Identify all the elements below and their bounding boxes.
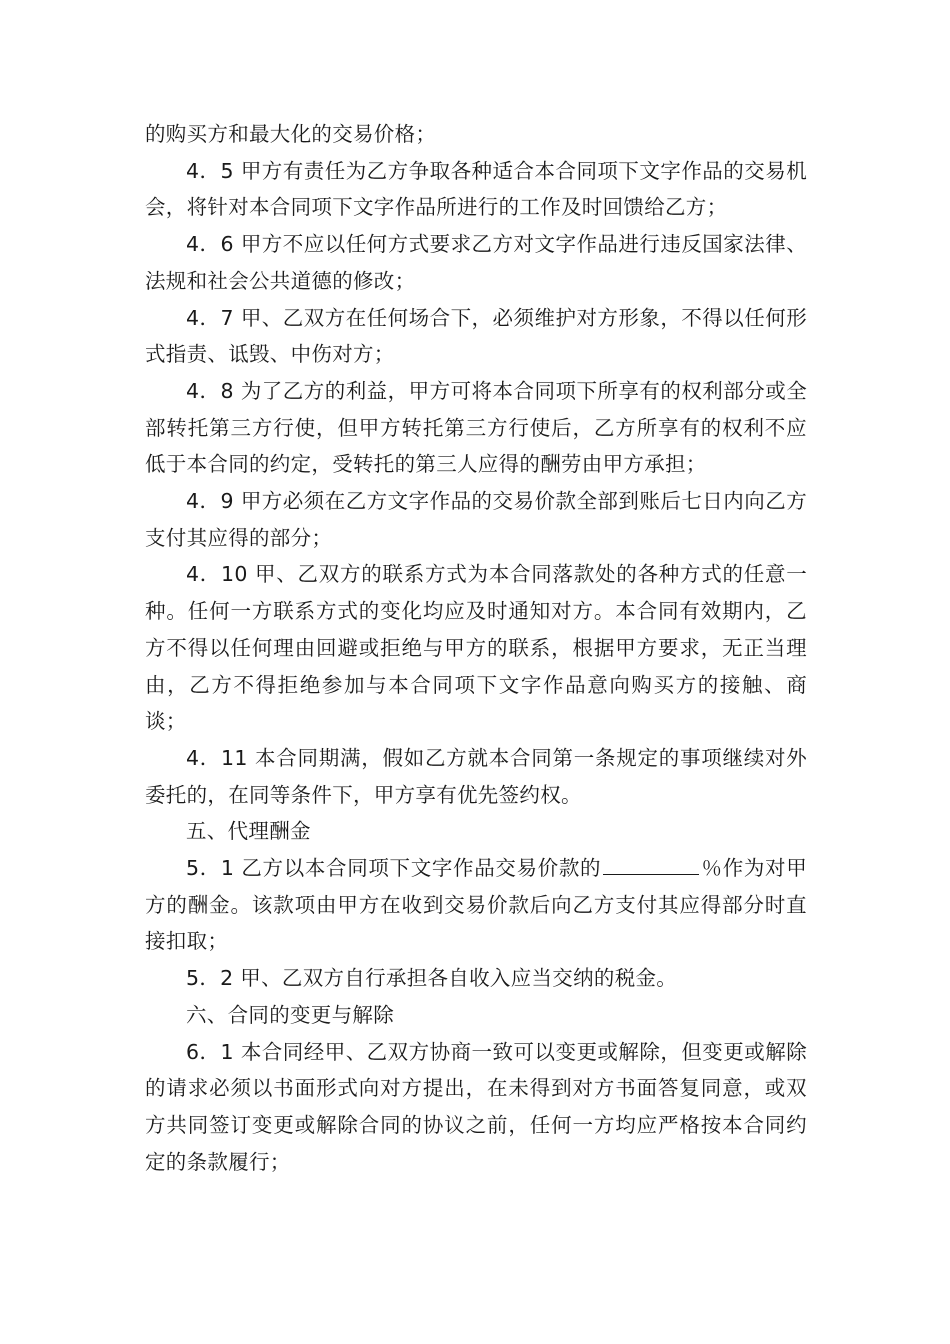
clause-4-9: 4．9 甲方必须在乙方文字作品的交易价款全部到账后七日内向乙方支付其应得的部分； <box>145 489 807 550</box>
document-body <box>145 116 807 1180</box>
section-heading-6: 六、合同的变更与解除 <box>186 1002 394 1027</box>
paragraph-continuation: 的购买方和最大化的交易价格； <box>145 122 437 146</box>
clause-4-10: 4．10 甲、乙双方的联系方式为本合同落款处的各种方式的任意一种。任何一方联系方式的变化均应及时通知对方。本合同有效期内，乙方不得以任何理由回避或拒绝与甲方的联系，根据甲方要求，无正当理由，乙方不得拒绝参加与本合同项下文字作品意向购买方的接触、商谈； <box>145 562 807 734</box>
clause-4-6: 4．6 甲方不应以任何方式要求乙方对文字作品进行违反国家法律、法规和社会公共道德的修改； <box>145 232 807 293</box>
clause-4-11: 4．11 本合同期满，假如乙方就本合同第一条规定的事项继续对外委托的，在同等条件下，甲方享有优先签约权。 <box>145 745 807 807</box>
clause-4-8: 4．8 为了乙方的利益，甲方可将本合同项下所享有的权利部分或全部转托第三方行使，但甲方转托第三方行使后，乙方所享有的权利不应低于本合同的约定，受转托的第三人应得的酬劳由甲方承担； <box>145 378 807 477</box>
clause-5-1 <box>145 850 807 960</box>
clause-5-1-after: ％作为对甲方的酬金。该款项由甲方在收到交易价款后向乙方支付其应得部分时直接扣取； <box>145 856 808 954</box>
clause-5-1-before: 5．1 乙方以本合同项下文字作品交易价款的 <box>186 856 602 881</box>
clause-6-1: 6．1 本合同经甲、乙双方协商一致可以变更或解除，但变更或解除的请求必须以书面形式向对方提出，在未得到对方书面答复同意，或双方共同签订变更或解除合同的协议之前，任何一方均应严格按本合同约定的条款履行； <box>145 1039 807 1174</box>
clause-5-2: 5．2 甲、乙双方自行承担各自收入应当交纳的税金。 <box>186 966 678 991</box>
fill-in-blank <box>603 852 699 875</box>
clause-4-7: 4．7 甲、乙双方在任何场合下，必须维护对方形象，不得以任何形式指责、诋毁、中伤对方； <box>145 305 807 367</box>
clause-4-5: 4．5 甲方有责任为乙方争取各种适合本合同项下文字作品的交易机会，将针对本合同项下文字作品所进行的工作及时回馈给乙方； <box>145 158 807 220</box>
section-heading-5: 五、代理酬金 <box>186 819 311 844</box>
